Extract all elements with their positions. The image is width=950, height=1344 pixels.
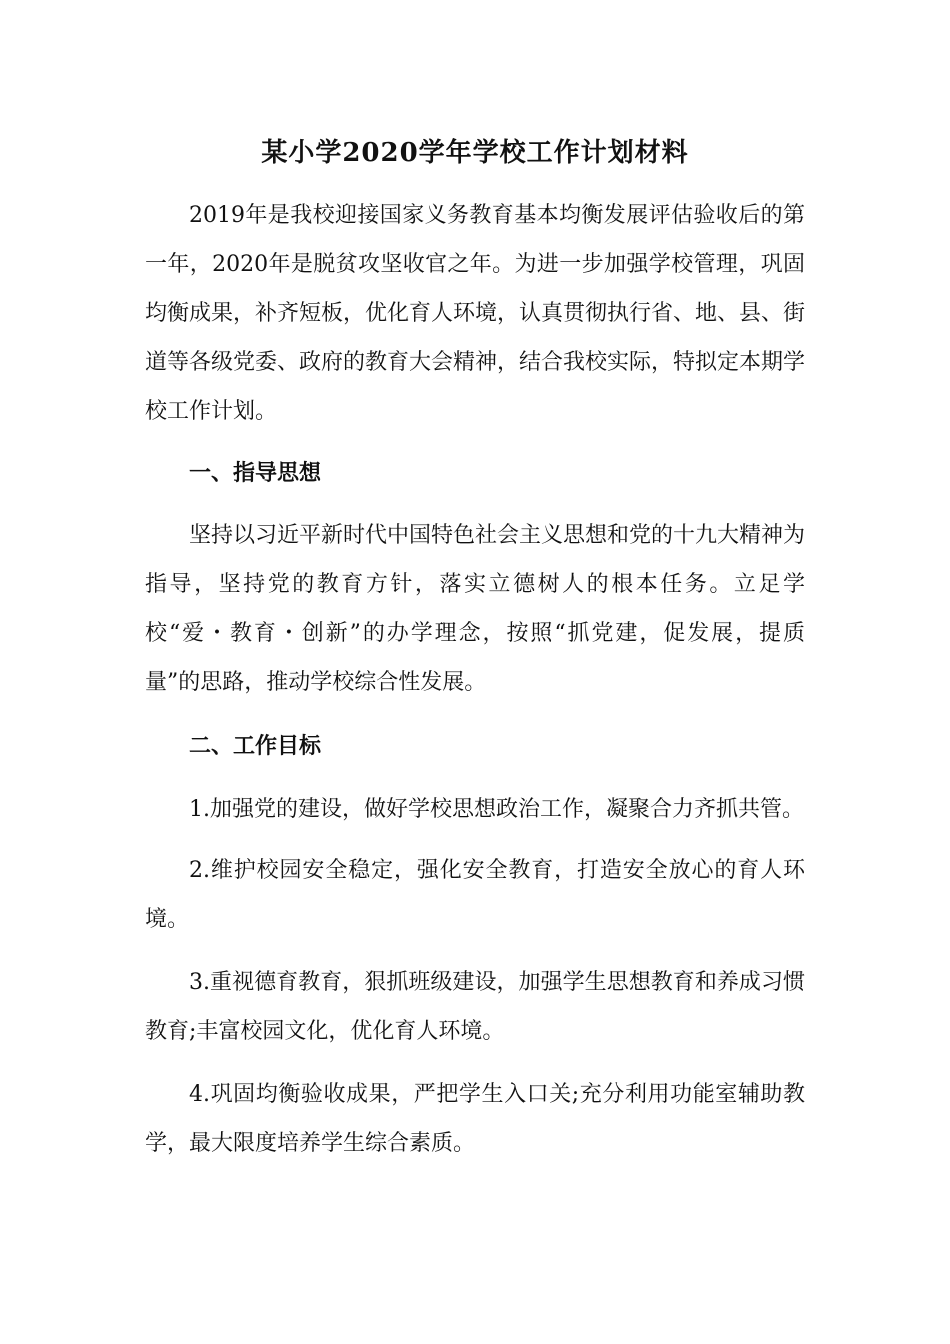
- goal-item-2: 2.维护校园安全稳定，强化安全教育，打造安全放心的育人环境。: [145, 858, 805, 932]
- goal-item-3: 3.重视德育教育，狠抓班级建设，加强学生思想教育和养成习惯教育;丰富校园文化，优化育人环境。: [145, 970, 805, 1044]
- section-heading-guiding-ideology: 一、指导思想: [189, 460, 322, 486]
- intro-paragraph: 2019年是我校迎接国家义务教育基本均衡发展评估验收后的第一年，2020年是脱贫攻坚收官之年。为进一步加强学校管理，巩固均衡成果，补齐短板，优化育人环境，认真贯彻执行省、地、县、街道等各级党委、政府的教育大会精神，结合我校实际，特拟定本期学校工作计划。: [145, 203, 806, 424]
- section-heading-work-goals: 二、工作目标: [189, 733, 322, 759]
- guiding-ideology-paragraph: 坚持以习近平新时代中国特色社会主义思想和党的十九大精神为指导，坚持党的教育方针，落实立德树人的根本任务。立足学校“爱・教育・创新”的办学理念，按照“抓党建，促发展，提质量”的思路，推动学校综合性发展。: [145, 523, 806, 695]
- goal-item-4: 4.巩固均衡验收成果，严把学生入口关;充分利用功能室辅助教学，最大限度培养学生综合素质。: [145, 1082, 805, 1156]
- document-title: 某小学2020学年学校工作计划材料: [261, 138, 689, 168]
- goal-item-1: 1.加强党的建设，做好学校思想政治工作，凝聚合力齐抓共管。: [189, 797, 804, 822]
